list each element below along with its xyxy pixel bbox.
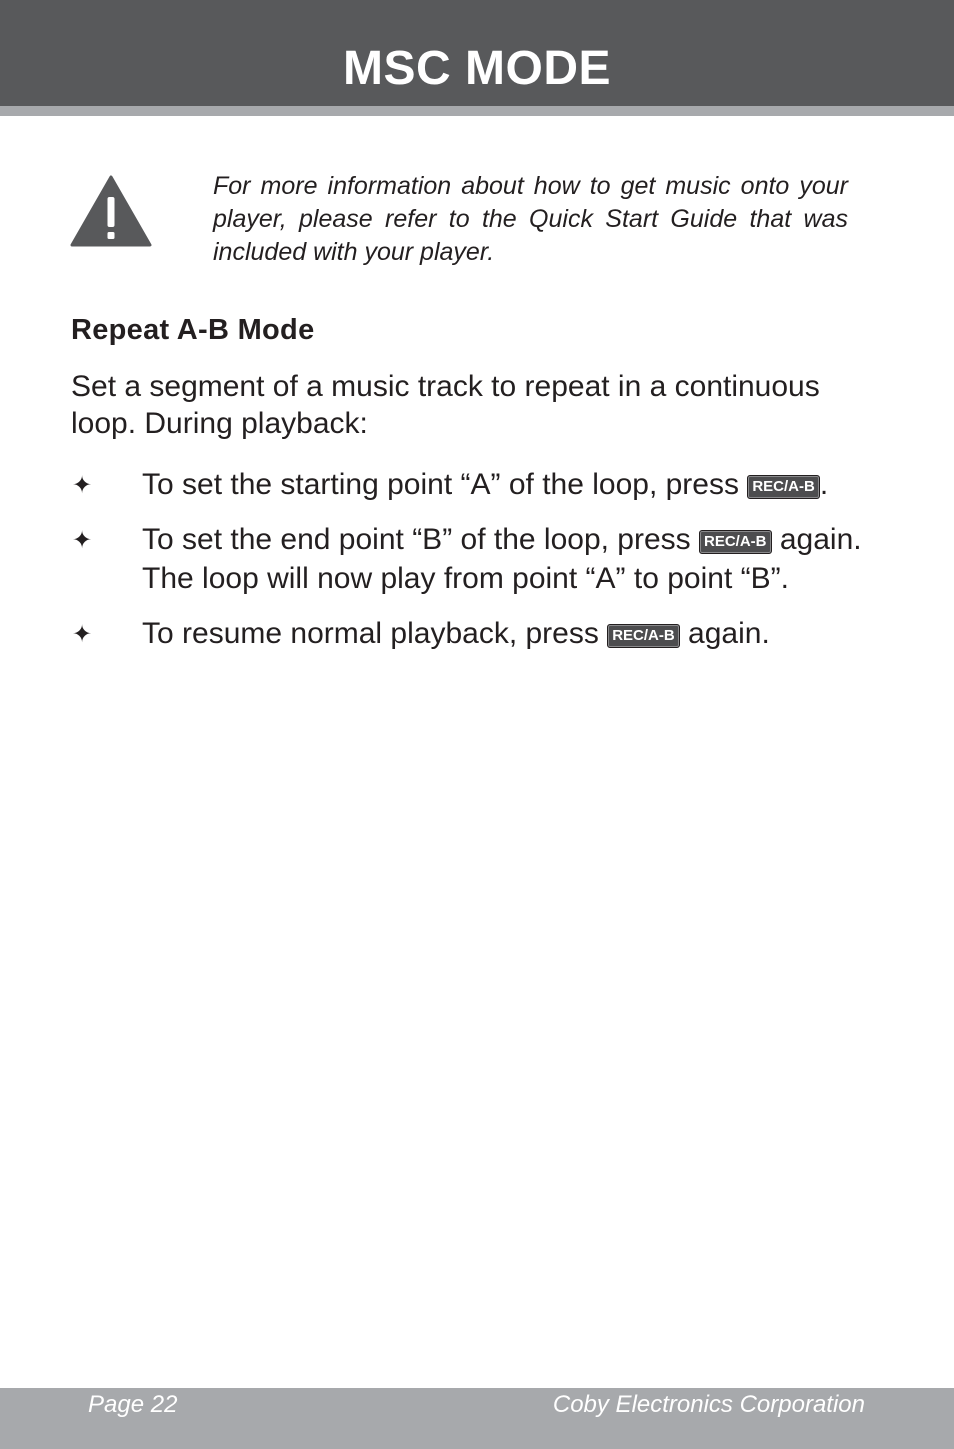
bullet-item xyxy=(142,521,922,559)
bullet-text-end: . xyxy=(819,468,829,501)
bullet-text: To resume normal playback, press xyxy=(142,617,599,650)
page-number: Page 22 xyxy=(88,1391,178,1418)
bullet-item xyxy=(142,466,922,504)
header-rule xyxy=(0,106,954,116)
bullet-text-end: again. xyxy=(779,523,862,556)
bullet-item xyxy=(142,615,922,653)
bullet-marker: ✦ xyxy=(72,527,93,554)
rec-ab-key: REC/A-B xyxy=(747,475,820,499)
rec-ab-key: REC/A-B xyxy=(699,530,772,554)
warning-icon xyxy=(70,175,152,247)
bullet-text: To set the starting point “A” of the loop, press xyxy=(142,468,739,501)
bullet-marker: ✦ xyxy=(72,621,93,648)
rec-ab-key: REC/A-B xyxy=(607,624,680,648)
bullet-text: To set the end point “B” of the loop, press xyxy=(142,523,691,556)
section-heading: Repeat A-B Mode xyxy=(71,314,315,346)
company-name: Coby Electronics Corporation xyxy=(552,1391,865,1418)
info-note: For more information about how to get music onto your player, please refer to the Quick Start Guide that was included with your player. xyxy=(213,172,848,266)
bullet-marker: ✦ xyxy=(72,472,93,499)
page-title: MSC MODE xyxy=(343,42,611,95)
bullet-text-end: again. xyxy=(688,617,770,650)
bullet-continuation: The loop will now play from point “A” to point “B”. xyxy=(142,562,789,595)
section-intro: Set a segment of a music track to repeat in a continuous loop. During playback: xyxy=(71,370,820,440)
